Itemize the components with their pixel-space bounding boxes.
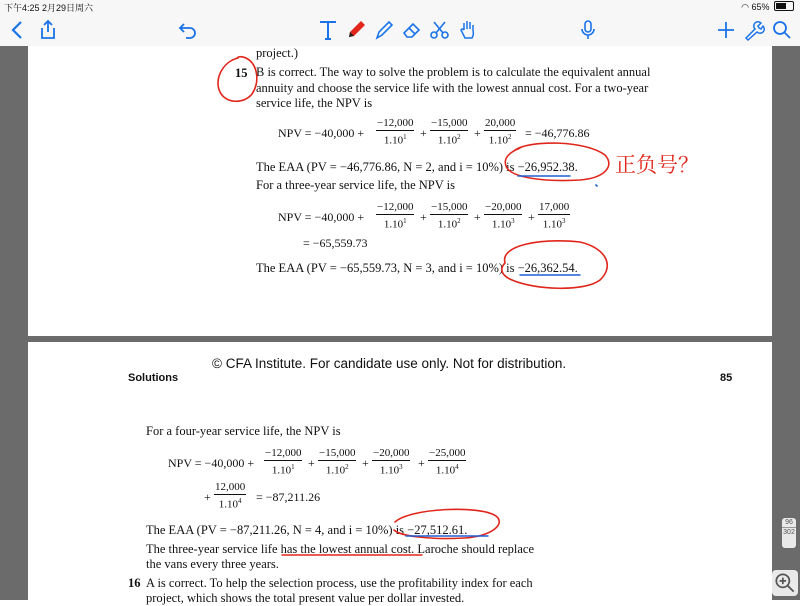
npv4-fraction-3: $\frac{-20,000}{1.10^3}$ <box>373 447 410 477</box>
eaa-two-year: The EAA (PV = −46,776.86, N = 2, and i = 10%) is −26,952.38. <box>256 160 578 174</box>
npv3-fraction-4: $\frac{17,000}{1.10^3}$ <box>539 201 570 231</box>
npv3-fraction-1: $\frac{-12,000}{1.10^1}$ <box>377 201 414 231</box>
question-number-15: 15 <box>235 66 248 80</box>
text-line: project.) <box>256 46 298 60</box>
text-line: For a three-year service life, the NPV is <box>256 178 456 192</box>
hand-icon[interactable] <box>456 18 480 42</box>
share-icon[interactable] <box>36 18 60 42</box>
zoom-icon[interactable] <box>772 570 798 596</box>
status-time-date: 下午4:25 2月29日周六 <box>4 3 94 13</box>
microphone-icon[interactable] <box>576 18 600 42</box>
wrench-icon[interactable] <box>742 18 766 42</box>
text-line: B is correct. The way to solve the problem is to calculate the equivalent annual <box>256 65 651 79</box>
back-chevron-icon[interactable] <box>6 18 30 42</box>
npv4-lead: NPV = −40,000 + <box>168 456 255 470</box>
eaa-three-year: The EAA (PV = −65,559.73, N = 3, and i = 10%) is −26,362.54. <box>256 261 578 275</box>
search-icon[interactable] <box>770 18 794 42</box>
npv2-fraction-1: $\frac{-12,000}{1.10^1}$ <box>377 117 414 147</box>
battery-percent: 65% <box>751 2 770 12</box>
text-line: the vans every three years. <box>146 557 279 571</box>
eaa-four-year: The EAA (PV = −87,211.26, N = 4, and i = 10%) is −27,512.61. <box>146 523 468 537</box>
npv4-fraction-2: $\frac{-15,000}{1.10^2}$ <box>319 447 356 477</box>
npv3-fraction-3: $\frac{-20,000}{1.10^3}$ <box>485 201 522 231</box>
add-icon[interactable] <box>714 18 738 42</box>
undo-icon[interactable] <box>176 18 200 42</box>
npv3-lead: NPV = −40,000 + <box>278 210 365 224</box>
text-line: annuity and choose the service life with the lowest annual cost. For a two-year <box>256 81 649 95</box>
npv2-fraction-2: $\frac{-15,000}{1.10^2}$ <box>431 117 468 147</box>
toolbar <box>0 14 800 47</box>
page-indicator[interactable]: 96 302 <box>782 518 796 548</box>
eraser-icon[interactable] <box>400 18 424 42</box>
handwritten-note: 正负号？ <box>615 153 699 177</box>
text-line: A is correct. To help the selection process, use the profitability index for each <box>146 576 533 590</box>
text-line: The three-year service life has the lowest annual cost. Laroche should replace <box>146 542 535 556</box>
npv4-fraction-5: $\frac{12,000}{1.10^4}$ <box>215 481 246 511</box>
pen-icon[interactable] <box>344 18 368 42</box>
copyright-notice: © CFA Institute. For candidate use only. Not for distribution. <box>212 356 567 371</box>
status-bar <box>0 0 800 14</box>
pdf-page-85[interactable]: © CFA Institute. For candidate use only. Not for distribution. Solutions 85 For a four-year service life, the NPV is NPV = −40,000 + $\frac{-12,000}{1.10^1}$ + $\frac{-15,000}{1.10^2}$ + $\frac{-20,000}{1.10^3}$ + $\frac{-25,000}{1.10^4}$ + $\frac{12,000}{1.10^4}$ = −87,211.26 The EAA (PV = −87,211.26, N = 4, and i = 10%) is −27,512.61. The three-year service life has the lowest annual cost. Laroche should replace the vans every three years. 16 A is correct. To help the selection process, use the profitability index for each project, which shows the total present value per dollar invested. <box>28 342 772 600</box>
document-gutter-left <box>0 46 28 600</box>
npv3-fraction-2: $\frac{-15,000}{1.10^2}$ <box>431 201 468 231</box>
text-line: service life, the NPV is <box>256 96 373 110</box>
text-line: For a four-year service life, the NPV is <box>146 424 341 438</box>
status-right <box>741 1 794 13</box>
page-number: 85 <box>720 372 733 384</box>
npv4-fraction-4: $\frac{-25,000}{1.10^4}$ <box>429 447 466 477</box>
running-header-left: Solutions <box>128 372 179 384</box>
npv2-fraction-3: $\frac{20,000}{1.10^2}$ <box>485 117 516 147</box>
pdf-page-84[interactable]: project.) 15 B is correct. The way to solve the problem is to calculate the equivalent annual annuity and choose the service life with the lowest annual cost. For a two-year service life, the NPV is NPV = −40,000 + $\frac{-12,000}{1.10^1}$ + $\frac{-15,000}{1.10^2}$ + $\frac{20,000}{1.10^2}$ = −46,776.86 The EAA (PV = −46,776.86, N = 2, and i = 10%) is −26,952.38. For a three-year service life, the NPV is NPV = −40,000 + $\frac{-12,000}{1.10^1}$ + $\frac{-15,000}{1.10^2}$ + $\frac{-20,000}{1.10^3}$ + $\frac{17,000}{1.10^3}$ = −65,559.73 The EAA (PV = −65,559.73, N = 3, and i = 10%) is −26,362.54. <box>28 46 772 336</box>
question-number-16: 16 <box>128 576 141 590</box>
battery-icon <box>774 1 794 11</box>
scissors-icon[interactable] <box>428 18 452 42</box>
document-gutter-right[interactable] <box>772 46 800 600</box>
text-tool-icon[interactable] <box>316 18 340 42</box>
wifi-icon: ◠ <box>741 2 749 12</box>
highlighter-icon[interactable] <box>372 18 396 42</box>
npv2-lead: NPV = −40,000 + <box>278 126 365 140</box>
npv4-fraction-1: $\frac{-12,000}{1.10^1}$ <box>265 447 302 477</box>
text-line: project, which shows the total present value per dollar invested. <box>146 591 465 605</box>
